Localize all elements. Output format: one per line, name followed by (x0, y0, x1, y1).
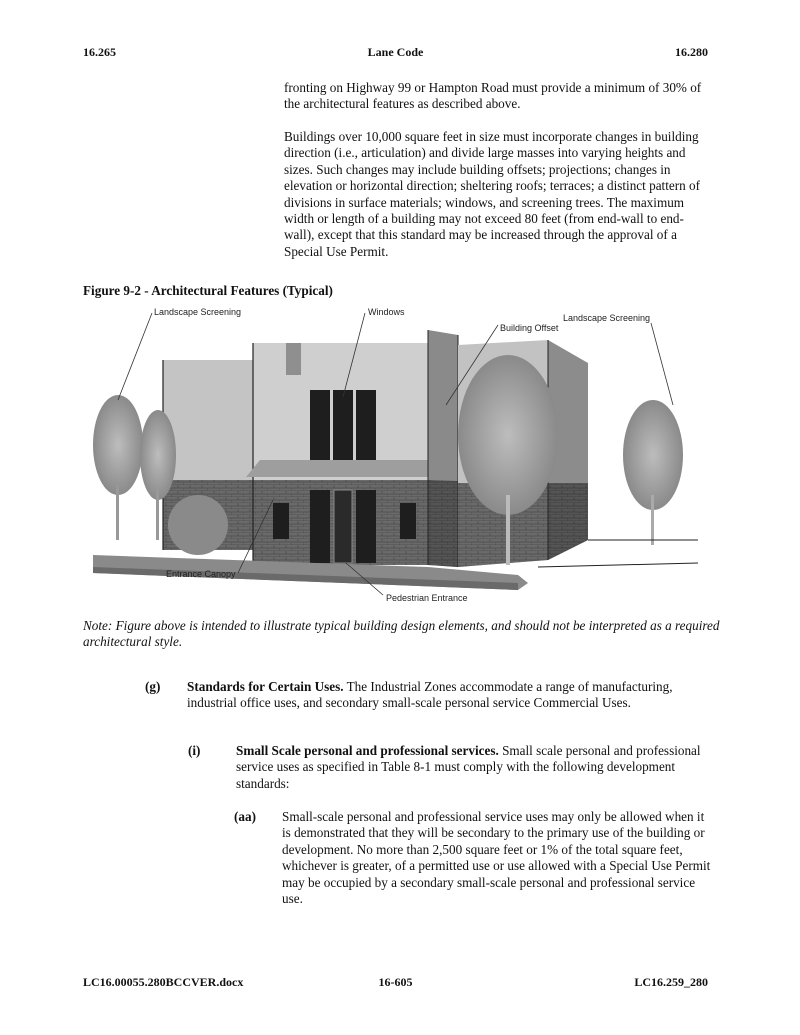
section-aa-label: (aa) (234, 809, 256, 824)
offset-wall (428, 330, 458, 567)
tree-right (623, 400, 683, 545)
footer-section-range: LC16.259_280 (634, 975, 708, 989)
central-block (246, 343, 443, 565)
section-aa-text: Small-scale personal and professional service uses may only be allowed when it is demonstrated that they will be secondary to the primary use of the building or development. No more than 2,500 square feet or 1% of the total square feet, whichever is greater, of a permitted use or use allowed with a Special Use Permit may be occupied by a secondary small-scale personal and professional service use. (282, 809, 711, 907)
architectural-features-figure (88, 305, 710, 610)
header-section-left: 16.265 (83, 45, 116, 59)
continued-paragraph: fronting on Highway 99 or Hampton Road must provide a minimum of 30% of the architectural features as described above. (284, 80, 702, 112)
section-g-heading: Standards for Certain Uses. (187, 679, 344, 694)
section-g-text (187, 679, 707, 712)
figure-title: Figure 9-2 - Architectural Features (Typical) (83, 283, 333, 298)
svg-text:Landscape Screening: Landscape Screening (154, 307, 242, 317)
section-g-label: (g) (145, 679, 161, 694)
svg-text:Pedestrian Entrance: Pedestrian Entrance (386, 593, 468, 603)
svg-text:Entrance Canopy: Entrance Canopy (166, 569, 236, 579)
header-section-right: 16.280 (675, 45, 708, 59)
section-i-body: Small scale personal and professional service uses as specified in Table 8-1 must comply with the following development standards: (236, 743, 701, 791)
svg-text:Building Offset: Building Offset (500, 323, 559, 333)
section-i-heading: Small Scale personal and professional services. (236, 743, 499, 758)
svg-text:Landscape Screening: Landscape Screening (563, 313, 651, 323)
footer-page-number: 16-605 (378, 975, 413, 989)
svg-text:Windows: Windows (368, 307, 405, 317)
section-g-body: The Industrial Zones accommodate a range of manufacturing, industrial office uses, and secondary small-scale personal service Commercial Uses. (187, 679, 673, 711)
articulation-paragraph: Buildings over 10,000 square feet in size must incorporate changes in building direction (i.e., articulation) and divide large masses into varying heights and sizes. Such changes may include building offsets; projections; changes in elevation or horizontal direction; sheltering roofs; terraces; a distinct pattern of divisions in surface materials; windows, and screening trees. The maximum width or length of a building may not exceed 80 feet (from end-wall to end-wall), except that this standard may be increased through the approval of a Special Use Permit. (284, 129, 700, 259)
section-i-label: (i) (188, 743, 201, 758)
section-i-text (236, 743, 716, 792)
figure-note: Note: Figure above is intended to illustrate typical building design elements, and should not be interpreted as a required architectural style. (83, 618, 720, 650)
header-title: Lane Code (367, 45, 424, 59)
footer-filename: LC16.00055.280BCCVER.docx (83, 975, 244, 989)
